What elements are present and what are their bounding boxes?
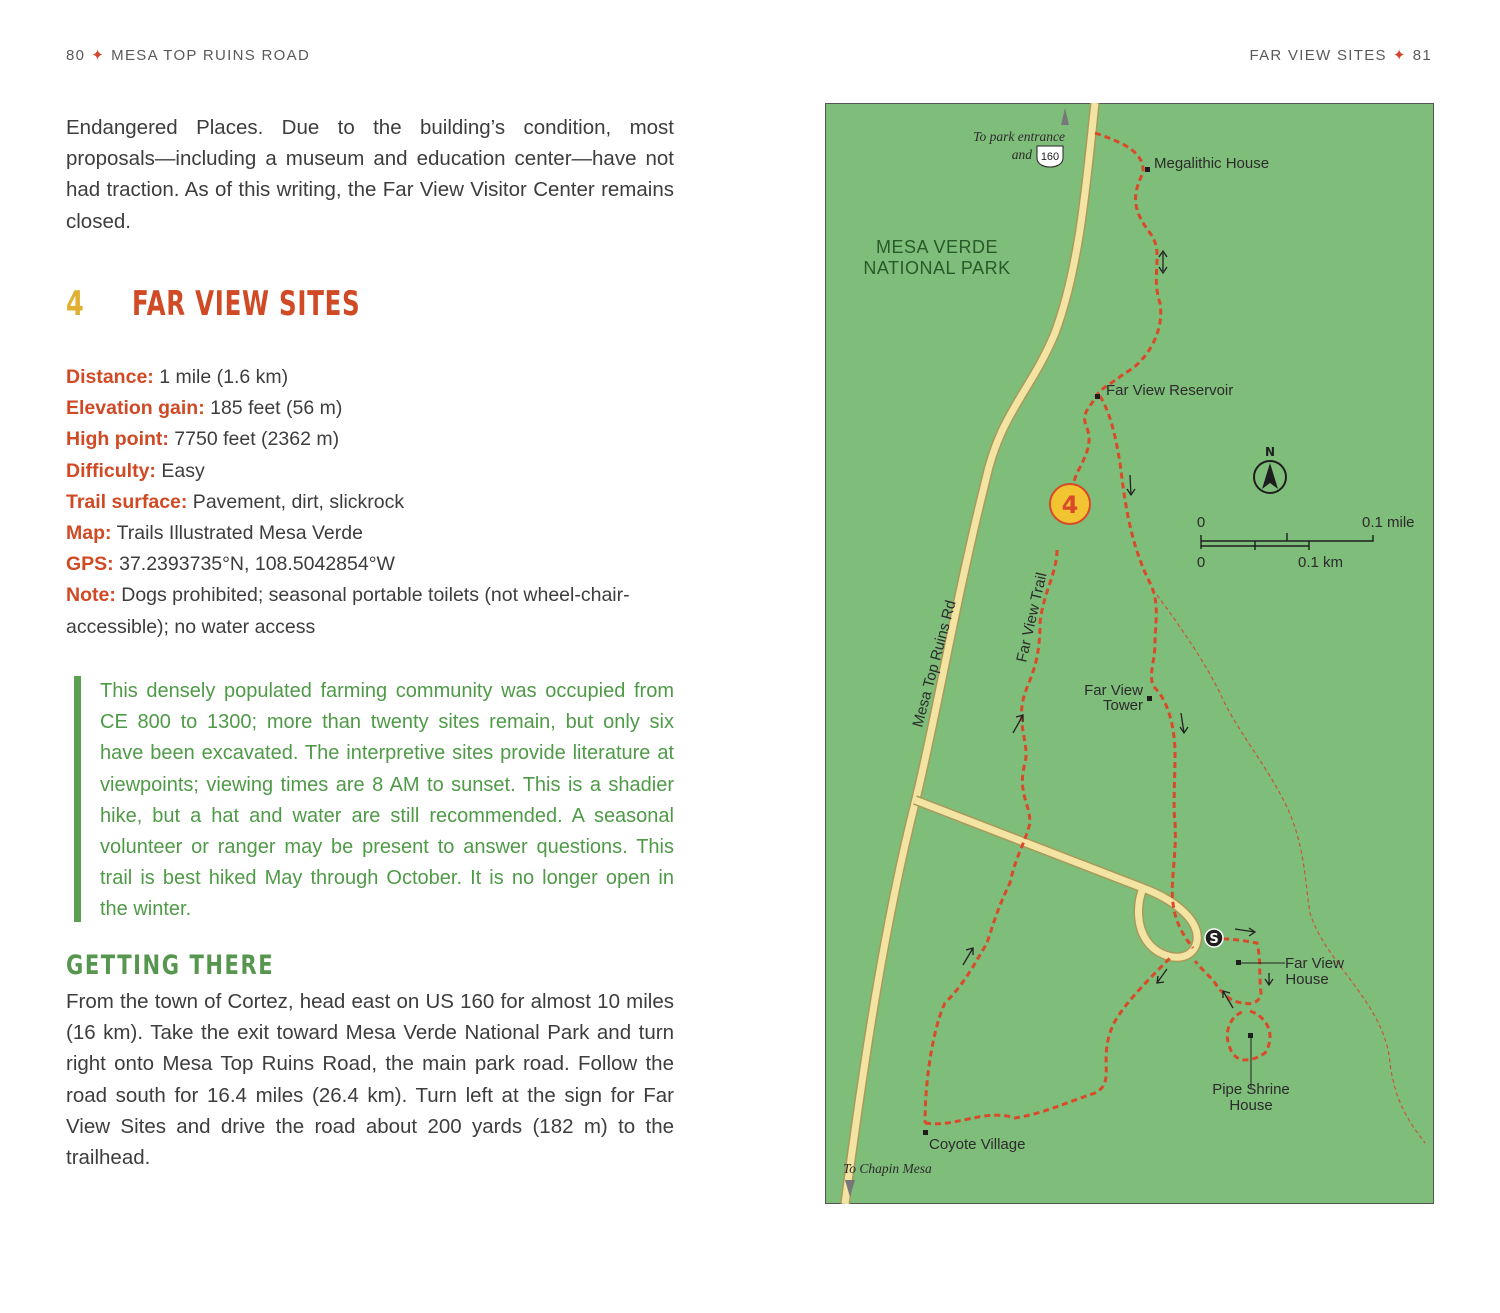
reservoir-label: Far View Reservoir — [1106, 382, 1234, 399]
megalithic-label: Megalithic House — [1154, 155, 1270, 172]
svg-text:N: N — [1264, 445, 1276, 459]
start-marker-label: S — [1209, 932, 1219, 947]
fact-row: Distance: 1 mile (1.6 km) — [66, 366, 289, 388]
trail-map — [825, 103, 1434, 1204]
tower-label-line2: Tower — [1102, 697, 1143, 714]
megalithic-marker — [1145, 167, 1150, 172]
fact-row: Note: Dogs prohibited; seasonal portable toilets (not wheel-chair-accessible); no water access — [66, 584, 630, 638]
to-park-entrance-label: To park entrance — [973, 129, 1065, 144]
hike-name: FAR VIEW SITES — [132, 284, 361, 324]
tower-marker — [1147, 696, 1152, 701]
fact-row: Map: Trails Illustrated Mesa Verde — [66, 522, 363, 545]
separator-icon: ✦ — [1392, 47, 1407, 64]
reservoir-marker — [1095, 394, 1100, 399]
scale-mile-label: 0.1 mile — [1362, 514, 1415, 531]
right-header-title: FAR VIEW SITES — [1249, 47, 1387, 64]
hike-number: 4 — [66, 284, 84, 324]
scale-km-label: 0.1 km — [1298, 554, 1344, 571]
right-page-number: 81 — [1412, 47, 1432, 64]
house-label-line2: House — [1285, 971, 1329, 988]
road-label: Mesa Top Ruins Rd — [909, 598, 960, 730]
fact-row: GPS: 37.2393735°N, 108.5042854°W — [66, 553, 395, 576]
getting-there-heading: GETTING THERE — [66, 950, 275, 981]
house-marker — [1236, 960, 1241, 965]
scale-zero-top: 0 — [1196, 514, 1206, 531]
hike-marker-label: 4 — [1061, 491, 1079, 519]
us-route-shield-icon — [1037, 146, 1063, 167]
separator-icon: ✦ — [91, 47, 106, 64]
callout-bar — [74, 676, 81, 922]
shrine-marker — [1248, 1033, 1253, 1038]
fact-row: Difficulty: Easy — [66, 459, 205, 482]
to-park-and-label: and — [1011, 147, 1032, 162]
right-running-header — [1249, 46, 1432, 64]
hike-facts — [66, 362, 674, 643]
shrine-label-line2: House — [1229, 1097, 1273, 1114]
svg-text:160: 160 — [1040, 151, 1060, 163]
trail-label: Far View Trail — [1013, 570, 1051, 664]
map-svg — [825, 103, 1434, 1204]
left-running-header — [66, 46, 310, 64]
shrine-label-line1: Pipe Shrine — [1212, 1081, 1290, 1098]
fact-row: High point: 7750 feet (2362 m) — [66, 428, 340, 451]
intro-paragraph: Endangered Places. Due to the building’s condition, most proposals—including a museum and education center—have not had traction. As of this writing, the Far View Visitor Center remains closed. — [66, 116, 674, 233]
coyote-marker — [923, 1130, 928, 1135]
left-header-title: MESA TOP RUINS ROAD — [111, 47, 311, 64]
park-name-line2: NATIONAL PARK — [863, 258, 1011, 278]
park-name-line1: MESA VERDE — [875, 237, 999, 257]
callout-box — [74, 676, 674, 926]
scale-zero-bottom: 0 — [1196, 554, 1206, 571]
callout-text: This densely populated farming community was occupied from CE 800 to 1300; more than twenty sites remain, but only six have been excavated. The interpretive sites provide literature at viewpoints; viewing times are 8 AM to sunset. This is a shadier hike, but a hat and water are still recommended. A seasonal volunteer or ranger may be present to answer questions. This trail is best hiked May through October. It is no longer open in the winter. — [100, 680, 674, 921]
house-label-line1: Far View — [1285, 955, 1344, 972]
fact-row: Elevation gain: 185 feet (56 m) — [66, 397, 343, 420]
fact-row: Trail surface: Pavement, dirt, slickrock — [66, 490, 405, 513]
coyote-label: Coyote Village — [929, 1136, 1026, 1153]
to-chapin-mesa-label: To Chapin Mesa — [843, 1161, 932, 1176]
getting-there-text: From the town of Cortez, head east on US 160 for almost 10 miles (16 km). Take the exit toward Mesa Verde National Park and turn right onto Mesa Top Ruins Road, the main park road. Follow the road south for 16.4 miles (26.4 km). Turn left at the sign for Far View Sites and drive the road about 200 yards (182 m) to the trailhead. — [66, 990, 674, 1170]
tower-label-line1: Far View — [1084, 682, 1143, 699]
left-page-number: 80 — [66, 47, 86, 64]
